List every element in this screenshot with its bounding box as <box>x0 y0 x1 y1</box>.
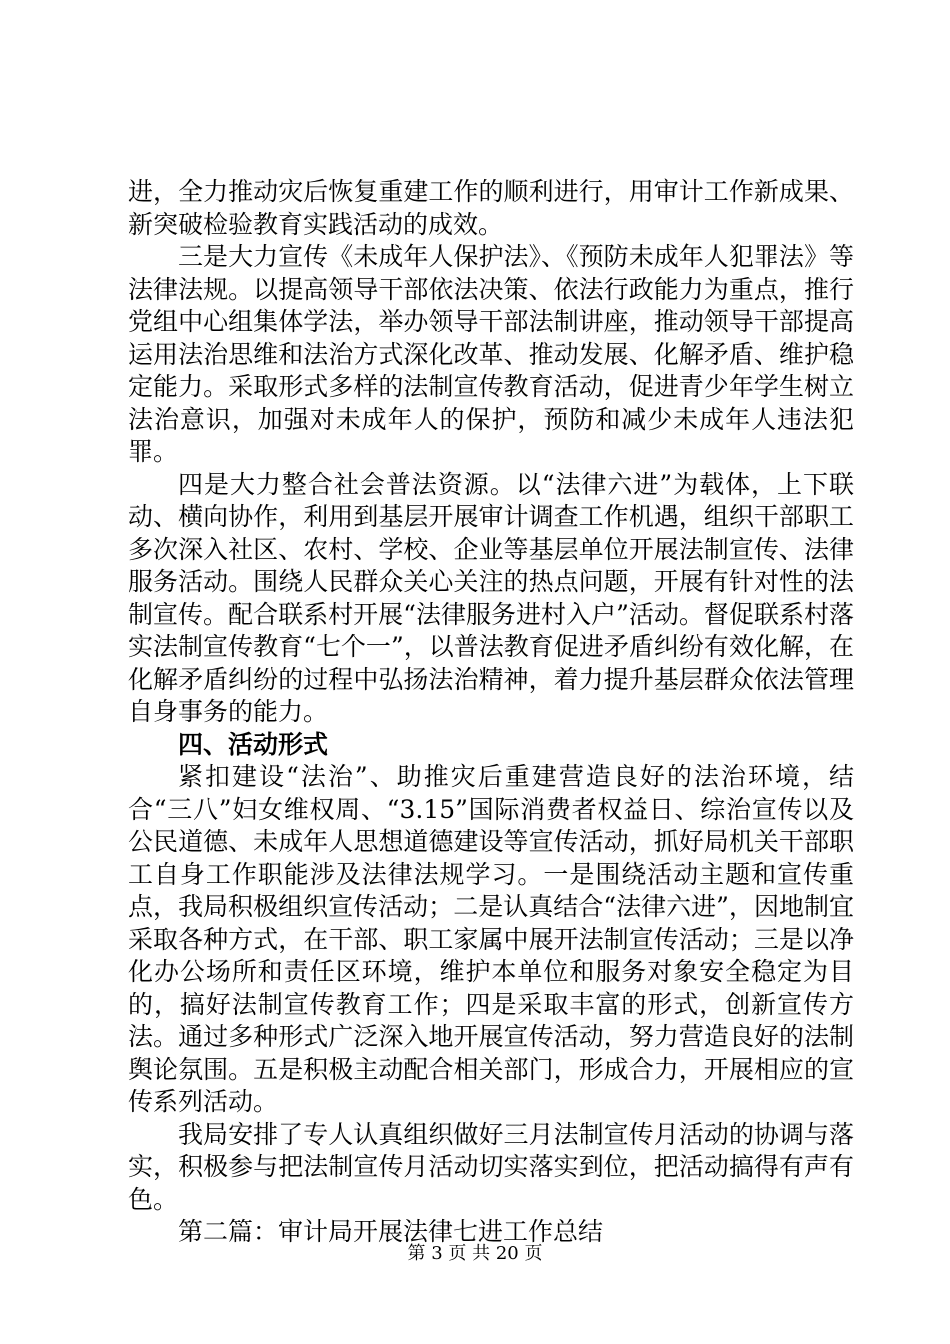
paragraph-activity-forms: 紧扣建设“法治”、助推灾后重建营造良好的法治环境，结合“三八”妇女维权周、“3.15”国际消费者权益日、综治宣传以及公民道德、未成年人思想道德建设等宣传活动，抓好局机关干部职工自身工作职能涉及法律法规学习。一是围绕活动主题和宣传重点，我局积极组织宣传活动；二是认真结合“法律六进”，因地制宜采取各种方式，在干部、职工家属中展开法制宣传活动；三是以净化办公场所和责任区环境，维护本单位和服务对象安全稳定为目的，搞好法制宣传教育工作；四是采取丰富的形式，创新宣传方法。通过多种形式广泛深入地开展宣传活动，努力营造良好的法制舆论氛围。五是积极主动配合相关部门，形成合力，开展相应的宣传系列活动。 <box>128 762 854 1116</box>
paragraph-arrangement: 我局安排了专人认真组织做好三月法制宣传月活动的协调与落实，积极参与把法制宣传月活动切实落实到位，把活动搞得有声有色。 <box>128 1119 854 1214</box>
paragraph-next-chapter-title: 第二篇：审计局开展法律七进工作总结 <box>178 1217 604 1246</box>
paragraph-item-four: 四是大力整合社会普法资源。以“法律六进”为载体，上下联动、横向协作，利用到基层开展审计调查工作机遇，组织干部职工多次深入社区、农村、学校、企业等基层单位开展法制宣传、法律服务活动。围绕人民群众关心关注的热点问题，开展有针对性的法制宣传。配合联系村开展“法律服务进村入户”活动。督促联系村落实法制宣传教育“七个一”，以普法教育促进矛盾纠纷有效化解，在化解矛盾纠纷的过程中弘扬法治精神，着力提升基层群众依法管理自身事务的能力。 <box>128 469 854 726</box>
paragraph-item-three: 三是大力宣传《未成年人保护法》、《预防未成年人犯罪法》等法律法规。以提高领导干部依法决策、依法行政能力为重点，推行党组中心组集体学法，举办领导干部法制讲座，推动领导干部提高运用法治思维和法治方式深化改革、推动发展、化解矛盾、维护稳定能力。采取形式多样的法制宣传教育活动，促进青少年学生树立法治意识，加强对未成年人的保护，预防和减少未成年人违法犯罪。 <box>128 242 854 466</box>
document-body <box>128 176 854 1249</box>
paragraph-continuation: 进，全力推动灾后恢复重建工作的顺利进行，用审计工作新成果、新突破检验教育实践活动的成效。 <box>128 177 854 239</box>
section-heading: 四、活动形式 <box>178 729 329 759</box>
page-number-footer: 第 3 页 共 20 页 <box>407 1243 543 1264</box>
